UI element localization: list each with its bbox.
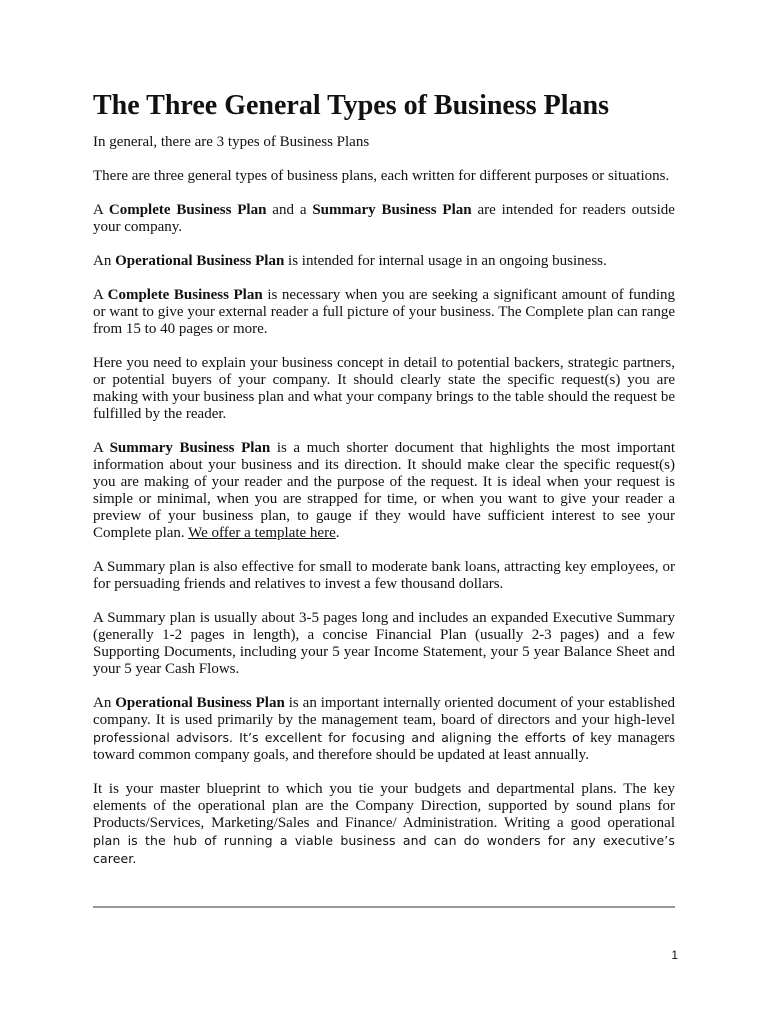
- template-link[interactable]: We offer a template here: [188, 525, 336, 541]
- paragraph-intro: In general, there are 3 types of Business Plans: [93, 134, 370, 150]
- paragraph-complete-plan-details: Here you need to explain your business concept in detail to potential backers, strategic partners, or potential buyers of your company. It should clearly state the specific request(s) you are making with your business plan and what your company brings to the table should the request be fulfilled by the reader.: [93, 355, 675, 422]
- footer-divider: [93, 906, 675, 908]
- paragraph-master-blueprint: It is your master blueprint to which you tie your budgets and departmental plans. The key elements of the operational plan are the Company Direction, supported by sound plans for Products/Services, Marketing/Sales and Finance/ Administration. Writing a good operational plan is the hub of running a viable business and can do wonders for any executive’s career.: [93, 781, 675, 866]
- paragraph-summary-plan-length: A Summary plan is usually about 3-5 pages long and includes an expanded Executive Summary (generally 1-2 pages in length), a concise Financial Plan (usually 2-3 pages) and a few Supporting Documents, including your 5 year Income Statement, your 5 year Balance Sheet and your 5 year Cash Flows.: [93, 610, 675, 677]
- term-operational-business-plan: Operational Business Plan: [115, 253, 285, 269]
- paragraph-internal-plan: An Operational Business Plan is intended for internal usage in an ongoing business.: [93, 253, 607, 269]
- document-body: [93, 88, 675, 885]
- term-operational-business-plan: Operational Business Plan: [115, 695, 285, 711]
- term-summary-business-plan: Summary Business Plan: [109, 440, 271, 456]
- paragraph-external-plans: A Complete Business Plan and a Summary Business Plan are intended for readers outside your company.: [93, 202, 675, 235]
- paragraph-summary-plan: A Summary Business Plan is a much shorter document that highlights the most important information about your business and its direction. It should make clear the specific request(s) you are making of your reader and the purpose of the request. It is ideal when your request is simple or minimal, when you are strapped for time, or when you want to give your reader a preview of your business plan, to gauge if they would have sufficient interest to see your Complete plan. We offer a template here.: [93, 440, 675, 541]
- paragraph-summary-plan-uses: A Summary plan is also effective for small to moderate bank loans, attracting key employees, or for persuading friends and relatives to invest a few thousand dollars.: [93, 559, 675, 592]
- term-summary-business-plan: Summary Business Plan: [312, 202, 472, 218]
- page-number: 1: [671, 948, 678, 962]
- paragraph-operational-plan: An Operational Business Plan is an important internally oriented document of your established company. It is used primarily by the management team, board of directors and your high-level professional advisors. It’s excellent for focusing and aligning the efforts of key managers toward common company goals, and therefore should be updated at least annually.: [93, 695, 676, 763]
- paragraph-overview: There are three general types of business plans, each written for different purposes or situations.: [93, 168, 670, 184]
- term-complete-business-plan: Complete Business Plan: [108, 202, 267, 218]
- paragraph-complete-plan: A Complete Business Plan is necessary when you are seeking a significant amount of funding or want to give your external reader a full picture of your business. The Complete plan can range from 15 to 40 pages or more.: [93, 287, 675, 337]
- term-complete-business-plan: Complete Business Plan: [107, 287, 263, 303]
- page-title: The Three General Types of Business Plans: [93, 90, 609, 121]
